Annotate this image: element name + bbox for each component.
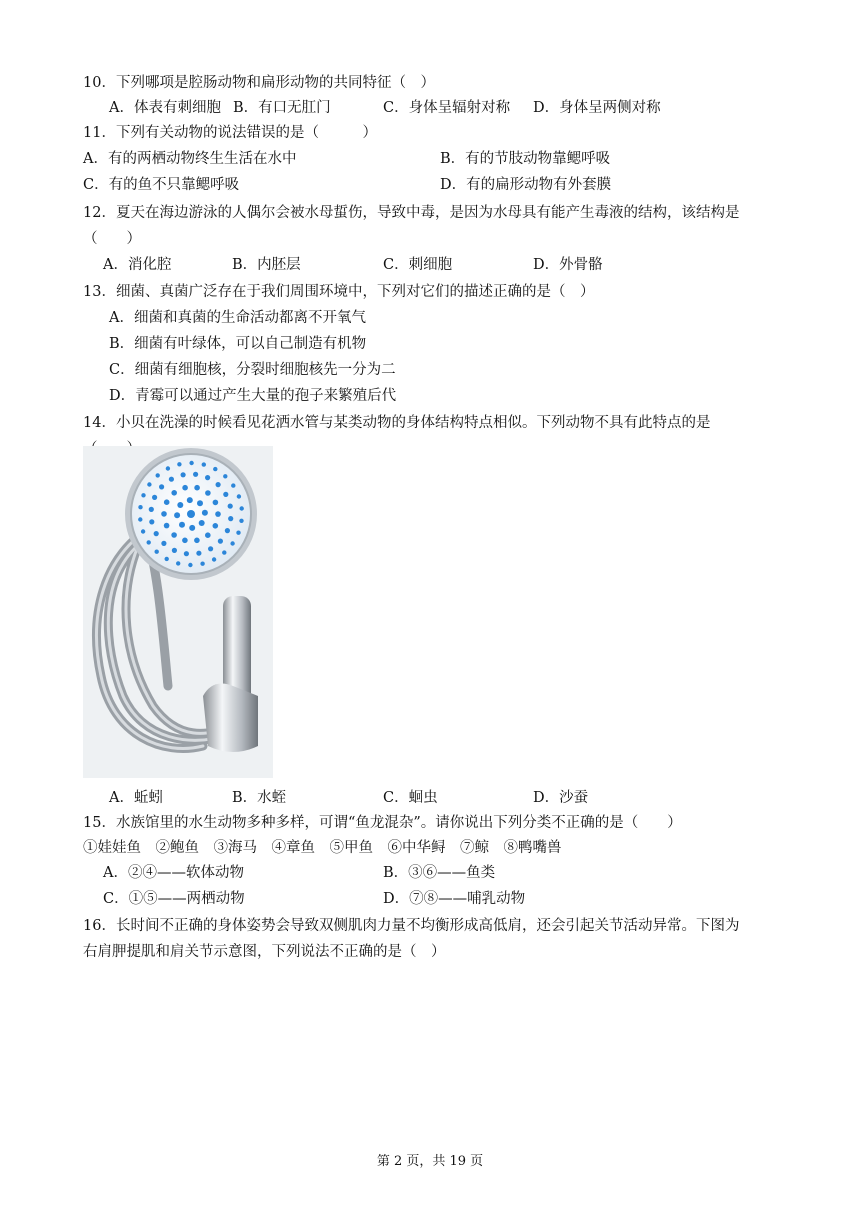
q11-option-b: B．有的节肢动物靠鳃呼吸 [440,151,611,167]
nozzle-dot [188,563,192,567]
nozzle-dot [197,500,203,506]
nozzle-dot [164,523,170,529]
nozzle-dot [194,485,200,491]
nozzle-dot [213,467,217,471]
q12-stem-continued: （ ） [83,231,141,247]
nozzle-dot [213,523,219,529]
nozzle-dot [222,550,226,554]
nozzle-dot [199,520,205,526]
nozzle-dot [200,562,204,566]
nozzle-dot [176,561,180,565]
nozzle-dot [184,551,189,556]
q11-stem: 11．下列有关动物的说法错误的是（ ） [83,125,377,141]
nozzle-dot [231,483,235,487]
nozzle-dot [172,548,177,553]
nozzle-dot [187,497,193,503]
q14-option-c: C．蛔虫 [383,790,438,806]
nozzle-dot [138,505,142,509]
nozzle-dot [205,490,211,496]
nozzle-dot [202,462,206,466]
nozzle-dot [149,519,154,524]
nozzle-dot [149,507,154,512]
nozzle-dot [239,519,243,523]
nozzle-dot [165,557,169,561]
nozzle-dot [182,485,188,491]
q12-option-b: B．内胚层 [232,257,301,273]
q14-stem: 14．小贝在洗澡的时候看见花洒水管与某类动物的身体结构特点相似。下列动物不具有此特点的是 [83,415,711,431]
q14-option-b: B．水蛭 [232,790,287,806]
q15-option-c: C．①⑤——两栖动物 [103,891,245,907]
q11-option-a: A．有的两栖动物终生生活在水中 [83,151,297,167]
q12-option-c: C．刺细胞 [383,257,453,273]
q11-option-c: C．有的鱼不只靠鳃呼吸 [83,177,240,193]
nozzle-dot [154,531,159,536]
q15-animal-list: ①娃娃鱼 ②鲍鱼 ③海马 ④章鱼 ⑤甲鱼 ⑥中华鲟 ⑦鲸 ⑧鸭嘴兽 [83,840,562,856]
nozzle-dot [228,504,233,509]
nozzle-dot [196,551,201,556]
q16-stem: 16．长时间不正确的身体姿势会导致双侧肌肉力量不均衡形成高低肩，还会引起关节活动异常。下图为 [83,918,740,934]
nozzle-dot [223,474,227,478]
q13-option-b: B．细菌有叶绿体，可以自己制造有机物 [109,336,367,352]
nozzle-dot [236,531,240,535]
nozzle-dot [240,506,244,510]
q16-stem-continued: 右肩胛提肌和肩关节示意图，下列说法不正确的是（ ） [83,944,446,960]
q10-stem: 10．下列哪项是腔肠动物和扁形动物的共同特征（ ） [83,75,435,91]
nozzle-dot [223,492,228,497]
nozzle-dot [213,500,219,506]
nozzle-dot [218,539,223,544]
nozzle-dot [205,532,211,538]
q15-stem: 15．水族馆里的水生动物多种多样，可谓“鱼龙混杂”。请你说出下列分类不正确的是（ ） [83,815,682,831]
nozzle-dot [147,482,151,486]
nozzle-dot [166,466,170,470]
nozzle-dot [141,529,145,533]
nozzle-dot [237,494,241,498]
nozzle-dot [159,484,164,489]
q13-stem: 13．细菌、真菌广泛存在于我们周围环境中，下列对它们的描述正确的是（ ） [83,284,595,300]
q10-option-c: C．身体呈辐射对称 [383,100,511,116]
q13-option-a: A．细菌和真菌的生命活动都离不开氧气 [109,310,366,326]
q12-option-d: D．外骨骼 [533,257,603,273]
nozzle-dot [171,490,177,496]
nozzle-dot [189,461,193,465]
nozzle-dot [215,511,221,517]
nozzle-dot [216,482,221,487]
nozzle-dot [164,499,170,505]
nozzle-dot [182,538,188,544]
q11-option-d: D．有的扁形动物有外套膜 [440,177,612,193]
nozzle-dot [155,550,159,554]
nozzle-dot [208,546,213,551]
nozzle-dot [179,522,185,528]
nozzle-dot [212,557,216,561]
nozzle-dot [147,540,151,544]
nozzle-dot [138,517,142,521]
nozzle-dot [161,541,166,546]
q12-option-a: A．消化腔 [103,257,172,273]
bracket-icon [203,684,258,752]
nozzle-dot [171,532,177,538]
page-footer: 第 2 页，共 19 页 [376,1154,484,1169]
nozzle-dot [225,528,230,533]
nozzle-dot [187,510,195,518]
nozzle-dot [189,525,195,531]
nozzle-dot [152,495,157,500]
nozzle-dot [228,516,233,521]
q12-stem: 12．夏天在海边游泳的人偶尔会被水母蜇伤，导致中毒，是因为水母具有能产生毒液的结构，该结构是 [83,205,740,221]
nozzle-dot [205,475,210,480]
nozzle-dot [141,493,145,497]
nozzle-dot [193,472,198,477]
nozzle-dot [156,473,160,477]
q13-option-c: C．细菌有细胞核，分裂时细胞核先一分为二 [109,362,396,378]
q15-option-b: B．③⑥——鱼类 [383,865,496,881]
nozzle-dot [181,472,186,477]
nozzle-dot [230,541,234,545]
shower-head-photo [83,446,273,778]
nozzle-dot [202,510,208,516]
q10-option-b: B．有口无肛门 [233,100,331,116]
q10-option-d: D．身体呈两侧对称 [533,100,661,116]
nozzle-dot [177,462,181,466]
q13-option-d: D．青霉可以通过产生大量的孢子来繁殖后代 [109,388,397,404]
q15-option-d: D．⑦⑧——哺乳动物 [383,891,526,907]
nozzle-dot [174,512,180,518]
nozzle-dot [169,477,174,482]
nozzle-dot [194,538,200,544]
q15-option-a: A．②④——软体动物 [103,865,244,881]
q10-option-a: A．体表有刺细胞 [109,100,221,116]
q14-option-a: A．蚯蚓 [109,790,163,806]
nozzle-dot [177,502,183,508]
nozzle-dot [161,511,167,517]
q14-option-d: D．沙蚕 [533,790,589,806]
